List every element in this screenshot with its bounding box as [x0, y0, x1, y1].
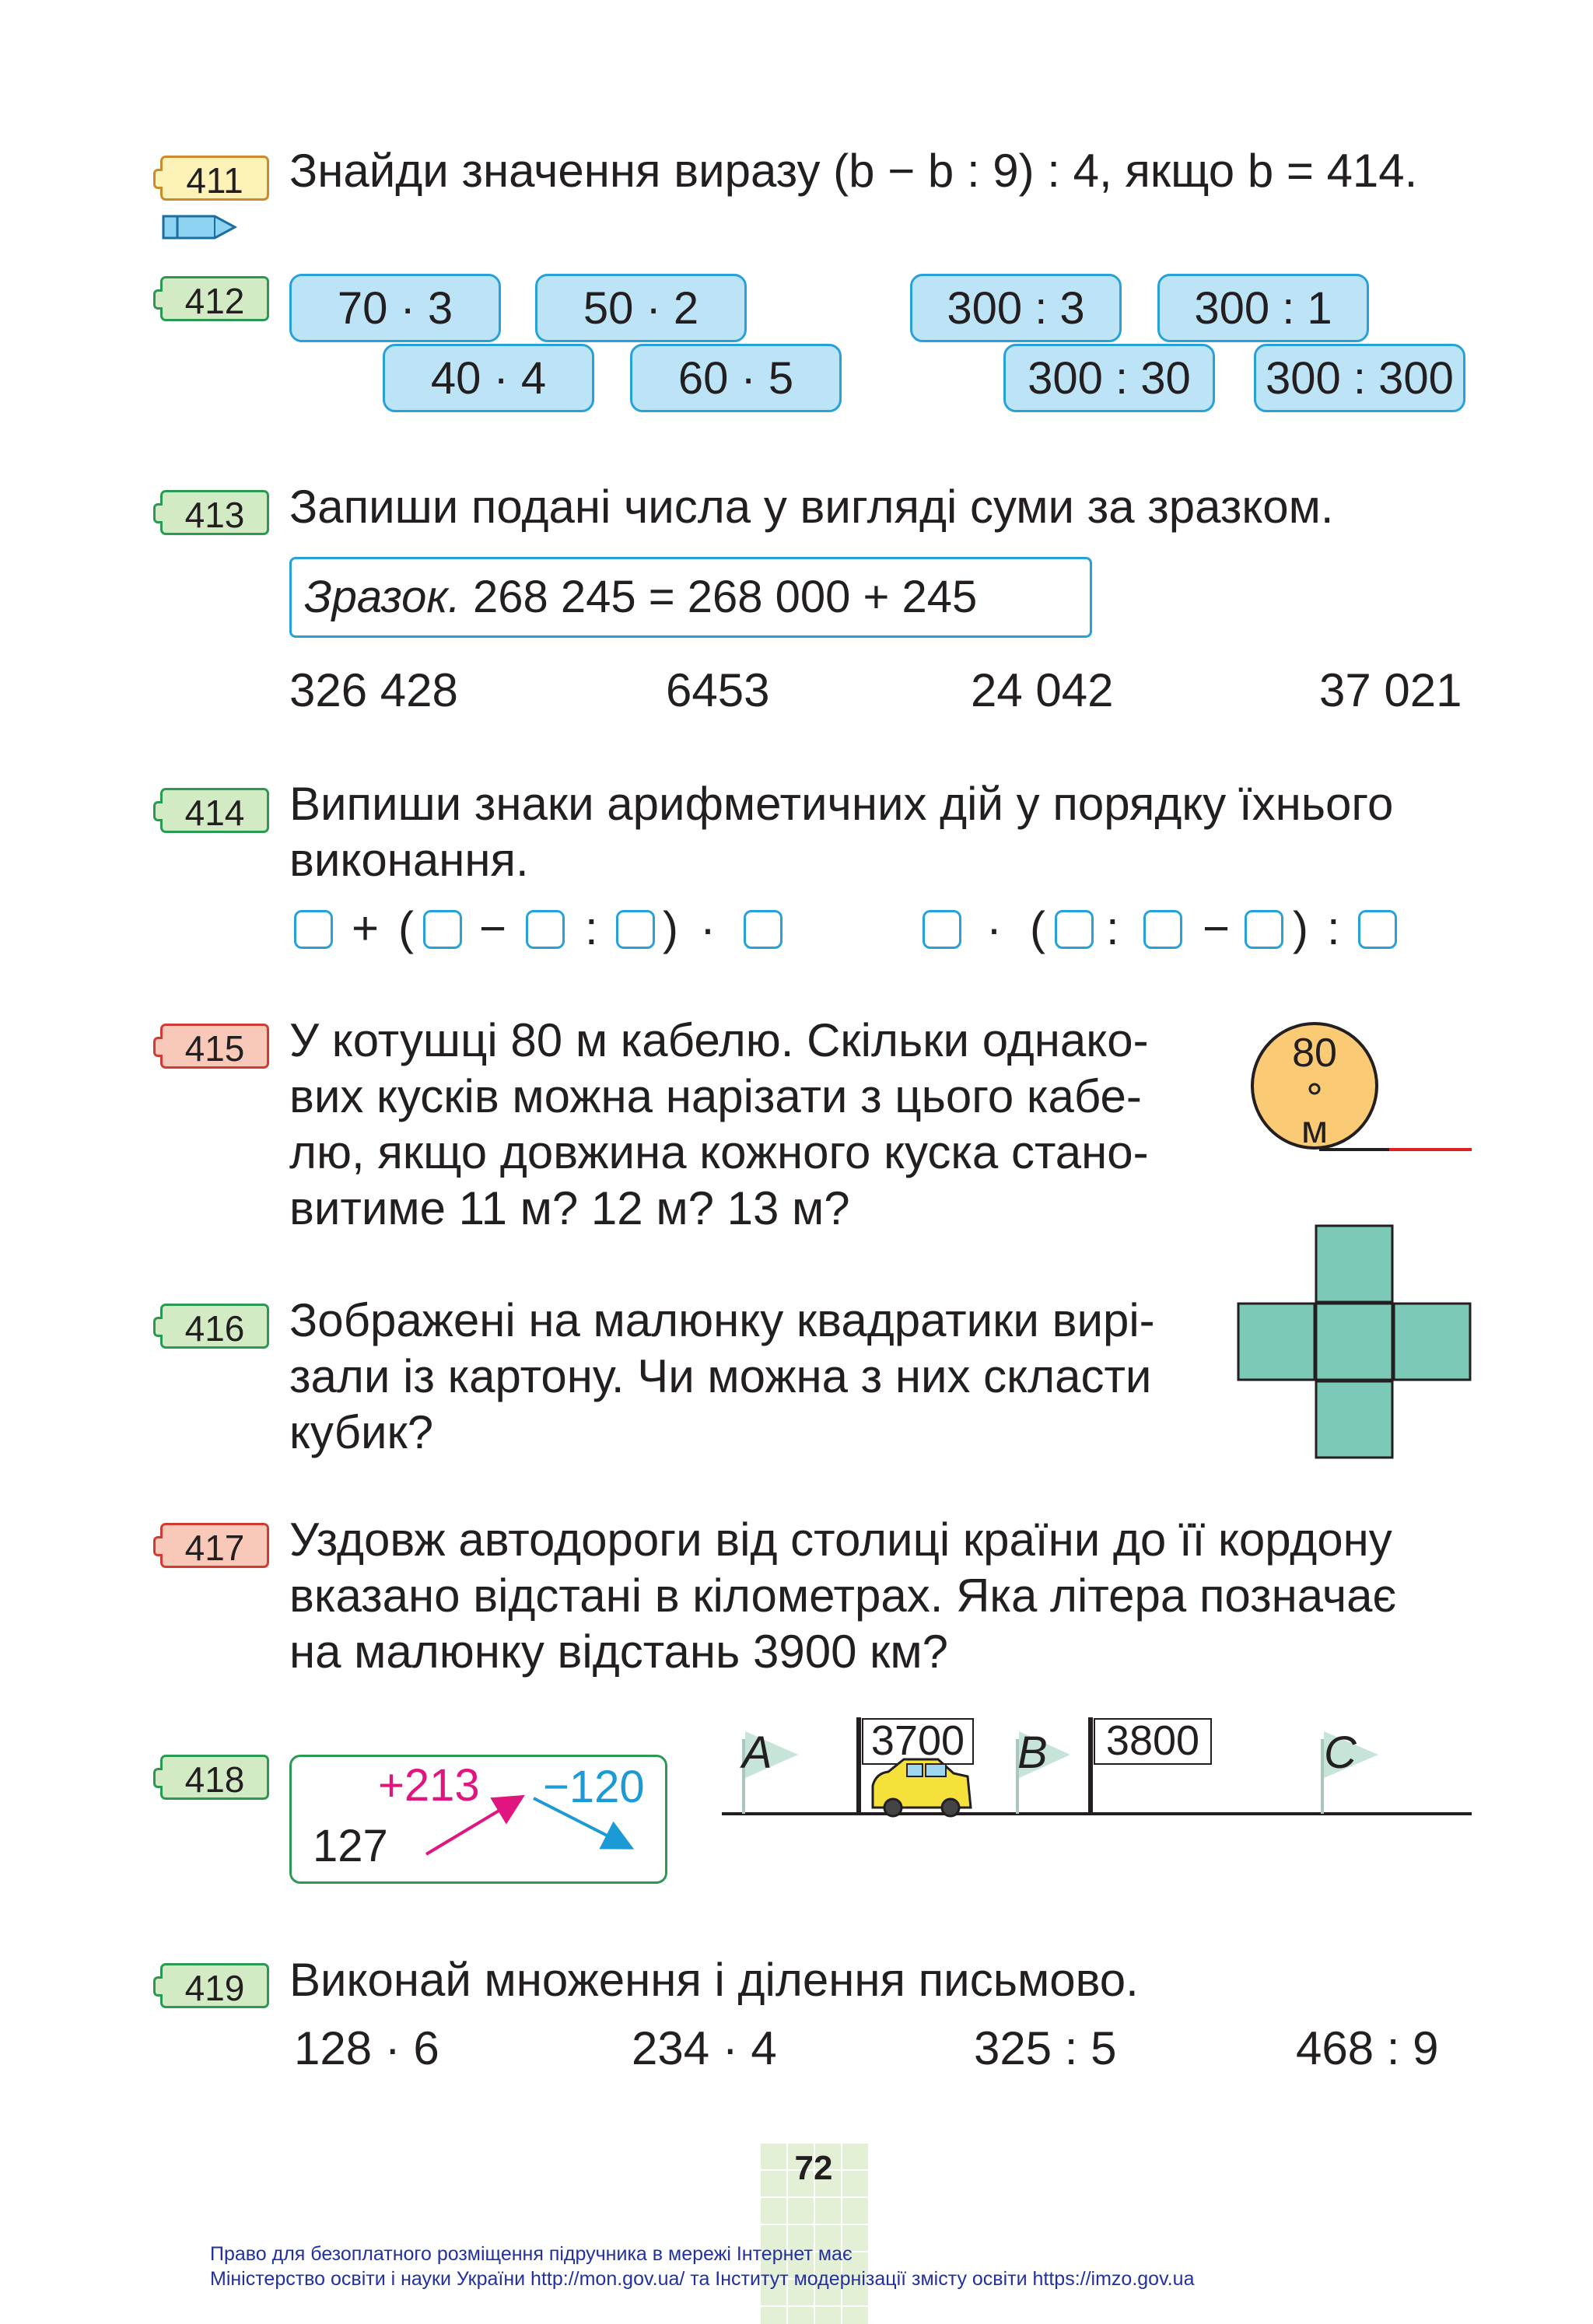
footer-line-2: Міністерство освіти і науки України http://mon.gov.ua/ та Інститут модернізації змісту освіти https://imzo.gov.ua — [210, 2268, 1195, 2290]
op-symbol: ( — [1030, 902, 1045, 954]
task-415-line3: лю, якщо довжина кожного куска стано- — [289, 1126, 1149, 1178]
blank-box[interactable] — [526, 910, 565, 949]
op-symbol: ) — [1293, 902, 1308, 954]
task-number-418: 418 — [160, 1755, 269, 1800]
blank-box[interactable] — [1143, 910, 1182, 949]
flag-label-c: C — [1324, 1727, 1357, 1778]
op-symbol: : — [585, 902, 598, 954]
task-417-line1: Уздовж автодороги від столиці країни до її кордону — [289, 1514, 1392, 1566]
blank-box[interactable] — [1055, 910, 1094, 949]
blank-box[interactable] — [923, 910, 961, 949]
number-item: 326 428 — [289, 664, 458, 716]
op-symbol: : — [1106, 902, 1119, 954]
task-415-line2: вих кусків можна нарізати з цього кабе- — [289, 1070, 1142, 1122]
task-414-line1: Випиши знаки арифметичних дій у порядку їхнього — [289, 778, 1394, 830]
task-number-416: 416 — [160, 1304, 269, 1349]
task-number-414: 414 — [160, 788, 269, 833]
task-number-413: 413 — [160, 490, 269, 535]
cube-net-illustration — [1237, 1224, 1473, 1461]
flag-label-b: B — [1017, 1727, 1048, 1778]
number-item: 37 021 — [1319, 664, 1462, 716]
distance-sign-2: 3800 — [1105, 1717, 1200, 1764]
expr-box: 300 : 30 — [1003, 344, 1215, 412]
task-415-line4: витиме 11 м? 12 м? 13 м? — [289, 1182, 850, 1234]
division-expression: 128 · 6 — [294, 2022, 439, 2074]
start-number: 127 — [313, 1821, 388, 1871]
footer-line-1: Право для безоплатного розміщення підручника в мережі Інтернет має — [210, 2243, 853, 2265]
op-symbol: · — [986, 902, 1002, 954]
task-number-412: 412 — [160, 276, 269, 321]
blank-box[interactable] — [1358, 910, 1397, 949]
task-415-line1: У котушці 80 м кабелю. Скільки однако- — [289, 1014, 1149, 1066]
task-419-text: Виконай множення і ділення письмово. — [289, 1954, 1139, 2006]
number-item: 24 042 — [971, 664, 1114, 716]
task-number-417: 417 — [160, 1523, 269, 1568]
op-symbol: + — [352, 902, 380, 954]
expr-box: 50 · 2 — [535, 274, 747, 342]
blank-box[interactable] — [294, 910, 333, 949]
task-number-419: 419 — [160, 1963, 269, 2008]
number-item: 6453 — [666, 664, 770, 716]
division-expression: 325 : 5 — [974, 2022, 1117, 2074]
task-416-line2: зали із картону. Чи можна з них скласти — [289, 1350, 1152, 1402]
pencil-icon — [160, 212, 238, 243]
division-expression: 234 · 4 — [632, 2022, 777, 2074]
minus-operation: −120 — [543, 1762, 645, 1812]
coil-unit: м — [1301, 1108, 1329, 1151]
car-icon — [873, 1759, 971, 1816]
sample-box — [289, 557, 1092, 638]
blank-box[interactable] — [423, 910, 462, 949]
task-413-text: Запиши подані числа у вигляді суми за зразком. — [289, 481, 1334, 533]
op-symbol: ) — [663, 902, 678, 954]
task-number-411: 411 — [160, 156, 269, 201]
distance-sign-1: 3700 — [870, 1717, 965, 1764]
task-417-line3: на малюнку відстань 3900 км? — [289, 1626, 949, 1678]
op-symbol: : — [1327, 902, 1340, 954]
expr-box: 300 : 3 — [910, 274, 1122, 342]
op-symbol: · — [700, 902, 716, 954]
page-number: 72 — [794, 2149, 833, 2187]
plus-operation: +213 — [378, 1760, 480, 1811]
blank-box[interactable] — [1245, 910, 1283, 949]
task-416-line3: кубик? — [289, 1406, 434, 1458]
flag-label-a: A — [742, 1727, 772, 1778]
expr-box: 60 · 5 — [630, 344, 842, 412]
expr-box: 300 : 300 — [1254, 344, 1465, 412]
task-417-line2: вказано відстані в кілометрах. Яка літера позначає — [289, 1570, 1397, 1622]
expr-box: 40 · 4 — [383, 344, 594, 412]
blank-box[interactable] — [744, 910, 782, 949]
op-symbol: − — [479, 902, 507, 954]
expr-box: 70 · 3 — [289, 274, 501, 342]
op-symbol: ( — [398, 902, 414, 954]
chain-arrows — [289, 1755, 667, 1884]
division-expression: 468 : 9 — [1296, 2022, 1439, 2074]
expr-box: 300 : 1 — [1157, 274, 1369, 342]
task-414-line2: виконання. — [289, 834, 529, 886]
task-411-text: Знайди значення виразу (b − b : 9) : 4, якщо b = 414. — [289, 145, 1418, 197]
blank-box[interactable] — [616, 910, 655, 949]
coil-number: 80 — [1292, 1031, 1337, 1076]
sample-expression: 268 245 = 268 000 + 245 — [473, 572, 978, 622]
minus-arrow — [534, 1798, 628, 1846]
task-number-415: 415 — [160, 1024, 269, 1069]
task-416-line1: Зображені на малюнку квадратики вирі- — [289, 1294, 1155, 1346]
plus-arrow — [426, 1798, 520, 1854]
op-symbol: − — [1203, 902, 1231, 954]
sample-label: Зразок. — [304, 572, 460, 622]
